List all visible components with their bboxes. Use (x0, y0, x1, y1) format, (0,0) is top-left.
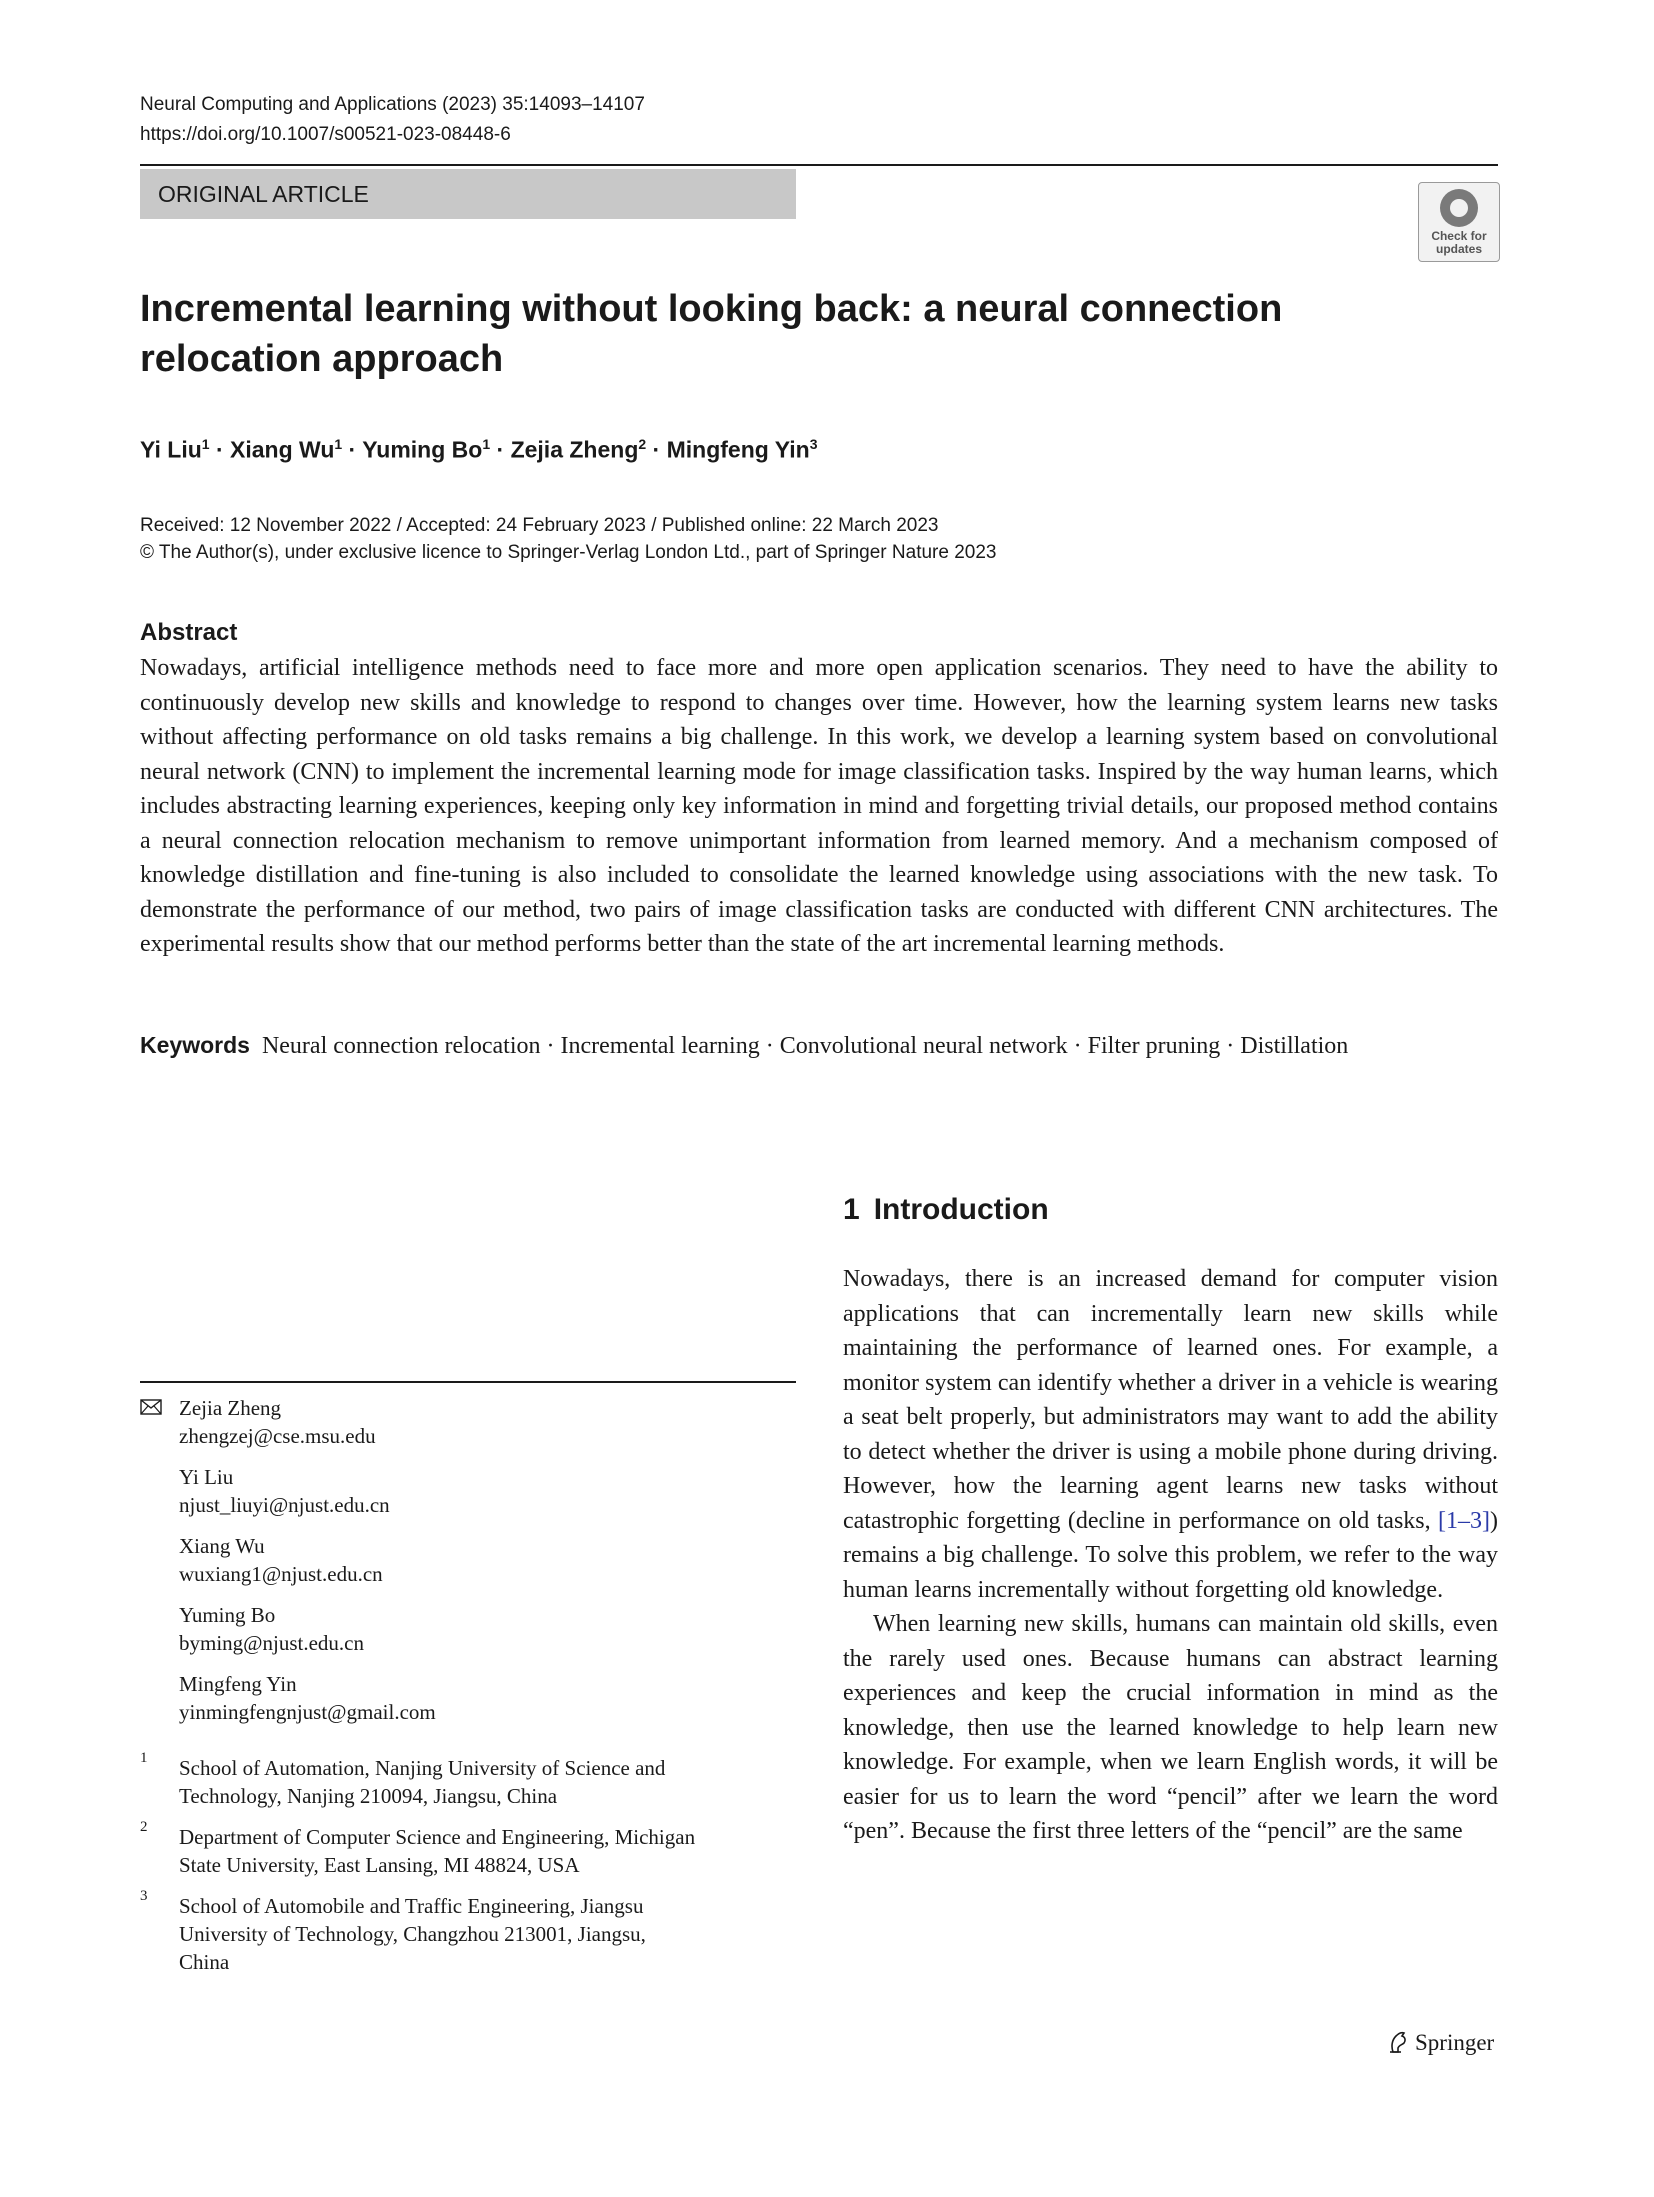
contact-entry (179, 1394, 779, 1450)
author-separator: · (490, 436, 511, 463)
introduction-body (843, 1262, 1498, 1849)
contact-email[interactable]: yinmingfengnjust@gmail.com (179, 1700, 436, 1724)
affiliation-number: 3 (140, 1888, 148, 1904)
author-name: Xiang Wu (230, 436, 335, 463)
keywords (140, 1028, 1498, 1064)
contact-entry (179, 1670, 779, 1726)
paragraph: Nowadays, there is an increased demand for computer vision applications that can incrementally learn new skills while maintaining the performance of learned ones. For example, a monitor system can identify whether a driver in a vehicle is wearing a seat belt properly, but administrators may want to add the ability to detect whether the driver is using a mobile phone during driving. However, how the learning agent learns new tasks without catastrophic forgetting (decline in performance on old tasks, [1–3]) remains a big challenge. To solve this problem, we refer to the way human learns incrementally without forgetting old knowledge. (843, 1266, 1498, 1603)
author-separator: · (342, 436, 363, 463)
envelope-icon (140, 1399, 162, 1415)
contact-name: Zejia Zheng (179, 1396, 282, 1420)
copyright-line: © The Author(s), under exclusive licence to Springer-Verlag London Ltd., part of Springer Nature 2023 (140, 542, 997, 563)
contact-name: Xiang Wu (179, 1534, 265, 1558)
paragraph: When learning new skills, humans can maintain old skills, even the rarely used ones. Because humans can abstract learning experiences and keep the crucial information in mind as the knowledge, then use the learned knowledge to help learn new knowledge. For example, when we learn English words, it will be easier for us to learn the word “pencil” after we learn the word “pen”. Because the first three letters of the “pencil” are the same (843, 1611, 1498, 1844)
author-affiliation-mark: 2 (638, 436, 647, 452)
author-affiliation-mark: 1 (201, 436, 210, 452)
abstract-text: Nowadays, artificial intelligence methods need to face more and more open application scenarios. They need to have the ability to continuously develop new skills and knowledge to respond to changes over time. However, how the learning system learns new tasks without affecting performance on old tasks remains a big challenge. In this work, we develop a learning system based on convolutional neural network (CNN) to implement the incremental learning mode for image classification tasks. Inspired by the way human learns, which includes abstracting learning experiences, keeping only key information in mind and forgetting trivial details, our proposed method contains a neural connection relocation mechanism to remove unimportant information from learned memory. And a mechanism composed of knowledge distillation and fine-tuning is also included to consolidate the learned knowledge using associations with the new task. To demonstrate the performance of our method, two pairs of image classification tasks are conducted with different CNN architectures. The experimental results show that our method performs better than the state of the art incremental learning methods. (140, 655, 1498, 957)
keywords-label: Keywords (140, 1032, 250, 1058)
contact-entry (179, 1463, 779, 1519)
author-separator: · (209, 436, 231, 463)
springer-horse-icon (1385, 2029, 1411, 2055)
contact-email[interactable]: byming@njust.edu.cn (179, 1631, 364, 1655)
header-rule (140, 164, 1498, 166)
author-affiliation-mark: 3 (809, 436, 818, 452)
author-name: Yi Liu (140, 436, 202, 463)
dates-line: Received: 12 November 2022 / Accepted: 24 February 2023 / Published online: 22 March 2023 (140, 515, 939, 536)
section-title: Introduction (873, 1193, 1049, 1226)
footnote-rule (140, 1381, 796, 1383)
author-name: Mingfeng Yin (666, 436, 810, 463)
check-for-updates-icon (1440, 189, 1478, 227)
contact-email[interactable]: zhengzej@cse.msu.edu (179, 1424, 376, 1448)
author-list (140, 428, 818, 466)
contact-name: Mingfeng Yin (179, 1672, 297, 1696)
author-affiliation-mark: 1 (482, 436, 491, 452)
keywords-list: Neural connection relocation · Incremental learning · Convolutional neural network · Filter pruning · Distillation (261, 1033, 1349, 1059)
affiliation: School of Automobile and Traffic Engineering, Jiangsu University of Technology, Changzhou 213001, Jiangsu, China (179, 1894, 646, 1974)
check-for-updates-badge[interactable] (1418, 182, 1500, 262)
affiliation-number: 1 (140, 1750, 148, 1766)
author-name: Yuming Bo (362, 436, 483, 463)
article-type-label: ORIGINAL ARTICLE (158, 181, 369, 207)
title-line-1: Incremental learning without looking back: a neural connection (140, 288, 1283, 330)
affiliation: Department of Computer Science and Engineering, Michigan State University, East Lansing, MI 48824, USA (179, 1825, 696, 1877)
author-separator: · (646, 436, 667, 463)
citation-link[interactable]: [1–3] (1438, 1507, 1490, 1534)
journal-header (140, 90, 645, 150)
section-number: 1 (843, 1193, 860, 1226)
contact-entry (179, 1601, 779, 1657)
contact-name: Yuming Bo (179, 1603, 276, 1627)
badge-line-2: updates (1435, 242, 1482, 256)
article-type-banner (140, 169, 796, 219)
doi-link[interactable]: https://doi.org/10.1007/s00521-023-08448-6 (140, 124, 511, 145)
publisher-logo (1385, 2028, 1494, 2058)
contact-email[interactable]: njust_liuyi@njust.edu.cn (179, 1493, 390, 1517)
title-line-2: relocation approach (140, 338, 504, 380)
publication-history (140, 512, 996, 566)
affiliation-number: 2 (140, 1819, 148, 1835)
contact-email[interactable]: wuxiang1@njust.edu.cn (179, 1562, 383, 1586)
section-heading-introduction (843, 1190, 1049, 1230)
affiliation: School of Automation, Nanjing University of Science and Technology, Nanjing 210094, Jiangsu, China (179, 1756, 666, 1808)
paper-title (140, 284, 1340, 384)
contact-name: Yi Liu (179, 1465, 234, 1489)
badge-line-1: Check for (1431, 229, 1487, 243)
author-affiliation-mark: 1 (334, 436, 343, 452)
author-name: Zejia Zheng (510, 436, 639, 463)
contact-entry (179, 1532, 779, 1588)
journal-citation: Neural Computing and Applications (2023) 35:14093–14107 (140, 94, 645, 115)
abstract-heading: Abstract (140, 619, 238, 646)
publisher-name: Springer (1415, 2030, 1495, 2055)
